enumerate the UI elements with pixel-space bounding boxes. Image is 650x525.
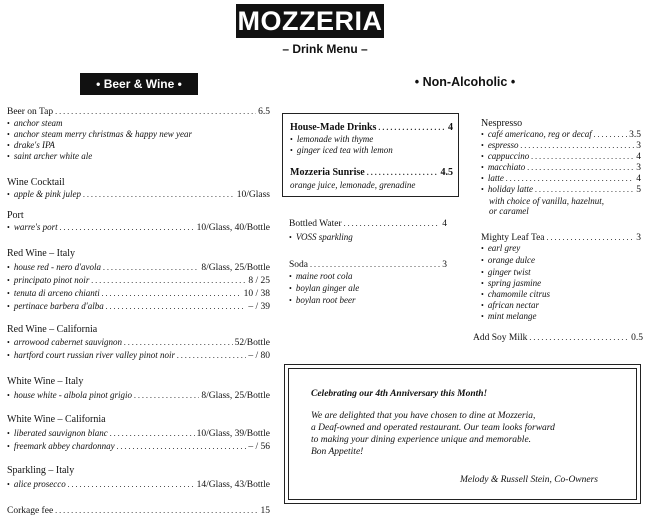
list-item: • saint archer white ale bbox=[7, 151, 93, 161]
list-item: • tenuta di arceno chianti . . . 10 / 38 bbox=[7, 288, 270, 300]
red-california-label: Red Wine – California bbox=[7, 324, 98, 335]
sunrise-header: Mozzeria Sunrise . . . 4.5 bbox=[290, 167, 453, 178]
list-item: • cappuccino . . . 4 bbox=[481, 151, 641, 163]
list-item: • freemark abbey chardonnay . . . – / 56 bbox=[7, 441, 270, 453]
white-california-label: White Wine – California bbox=[7, 414, 106, 425]
list-item: • VOSS sparkling bbox=[289, 232, 353, 242]
list-item: • hartford court russian river valley pinot noir . . . – / 80 bbox=[7, 350, 270, 362]
menu-subtitle: – Drink Menu – bbox=[282, 42, 368, 56]
announcement-signature: Melody & Russell Stein, Co-Owners bbox=[460, 475, 598, 485]
list-item: • apple & pink julep . . . 10/Glass bbox=[7, 189, 270, 201]
dot-leader bbox=[55, 106, 256, 118]
list-item: • drake's IPA bbox=[7, 140, 55, 150]
mighty-leaf-header: Mighty Leaf Tea . . . 3 bbox=[481, 232, 641, 244]
list-item: • espresso . . . 3 bbox=[481, 140, 641, 152]
sunrise-desc: orange juice, lemonade, grenadine bbox=[290, 180, 416, 190]
non-alcoholic-heading: • Non-Alcoholic • bbox=[414, 75, 516, 89]
house-made-header: House-Made Drinks . . . 4 bbox=[290, 122, 453, 133]
nespresso-label: Nespresso bbox=[481, 118, 523, 129]
list-item: • african nectar bbox=[481, 300, 540, 310]
mozzeria-logo: MOZZERIA bbox=[237, 6, 383, 36]
list-item: • liberated sauvignon blanc . . . 10/Glass, 39/Bottle bbox=[7, 428, 270, 440]
list-item: • mint melange bbox=[481, 311, 537, 321]
beer-wine-heading: • Beer & Wine • bbox=[80, 73, 198, 95]
list-item: • latte . . . 4 bbox=[481, 173, 641, 185]
announcement-line: We are delighted that you have chosen to dine at Mozzeria, bbox=[311, 411, 536, 421]
list-item: • house white - albola pinot grigio . . . 8/Glass, 25/Bottle bbox=[7, 390, 270, 402]
list-item: • holiday latte . . . 5 bbox=[481, 184, 641, 196]
wine-cocktail-label: Wine Cocktail bbox=[7, 177, 65, 188]
list-item: • spring jasmine bbox=[481, 278, 542, 288]
list-item: • anchor steam bbox=[7, 118, 63, 128]
announcement-line: to making your dining experience unique and memorable. bbox=[311, 435, 532, 445]
beer-on-tap-price: 6.5 bbox=[258, 107, 270, 117]
list-item: • café americano, reg or decaf . . . 3.5 bbox=[481, 129, 641, 141]
list-item: • arrowood cabernet sauvignon . . . 52/Bottle bbox=[7, 337, 270, 349]
white-italy-label: White Wine – Italy bbox=[7, 376, 84, 387]
list-item: • house red - nero d'avola . . . 8/Glass, 25/Bottle bbox=[7, 262, 270, 274]
announcement-title: Celebrating our 4th Anniversary this Month! bbox=[311, 389, 488, 399]
list-item: • warre's port . . . 10/Glass, 40/Bottle bbox=[7, 222, 270, 234]
soy-milk-header: Add Soy Milk . . . 0.5 bbox=[473, 332, 643, 344]
list-item: • pertinace barbera d'alba . . . – / 39 bbox=[7, 301, 270, 313]
list-item: • lemonade with thyme bbox=[290, 134, 374, 144]
list-item: • boylan root beer bbox=[289, 295, 356, 305]
sparkling-italy-label: Sparkling – Italy bbox=[7, 465, 75, 476]
announcement-line: a Deaf-owned and operated restaurant. Our team looks forward bbox=[311, 423, 555, 433]
list-item: • macchiato . . . 3 bbox=[481, 162, 641, 174]
beer-on-tap-label: Beer on Tap bbox=[7, 107, 54, 117]
list-item: • boylan ginger ale bbox=[289, 283, 360, 293]
announcement-line: Bon Appetite! bbox=[311, 447, 364, 457]
list-item: • chamomile citrus bbox=[481, 289, 551, 299]
list-item: • earl grey bbox=[481, 243, 521, 253]
holiday-note: or caramel bbox=[489, 206, 529, 216]
corkage-fee: Corkage fee . . . 15 bbox=[7, 505, 270, 517]
list-item: • alice prosecco . . . 14/Glass, 43/Bottle bbox=[7, 479, 270, 491]
holiday-note: with choice of vanilla, hazelnut, bbox=[489, 196, 604, 206]
soda-header: Soda . . . 3 bbox=[289, 259, 447, 271]
list-item: • ginger twist bbox=[481, 267, 531, 277]
beer-on-tap-header bbox=[7, 106, 270, 118]
list-item: • anchor steam merry christmas & happy new year bbox=[7, 129, 193, 139]
list-item: • orange dulce bbox=[481, 255, 536, 265]
red-italy-label: Red Wine – Italy bbox=[7, 248, 76, 259]
port-label: Port bbox=[7, 210, 24, 221]
list-item: • maine root cola bbox=[289, 271, 353, 281]
bottled-water-header: Bottled Water . . . 4 bbox=[289, 218, 447, 230]
list-item: • principato pinot noir . . . 8 / 25 bbox=[7, 275, 270, 287]
list-item: • ginger iced tea with lemon bbox=[290, 145, 393, 155]
